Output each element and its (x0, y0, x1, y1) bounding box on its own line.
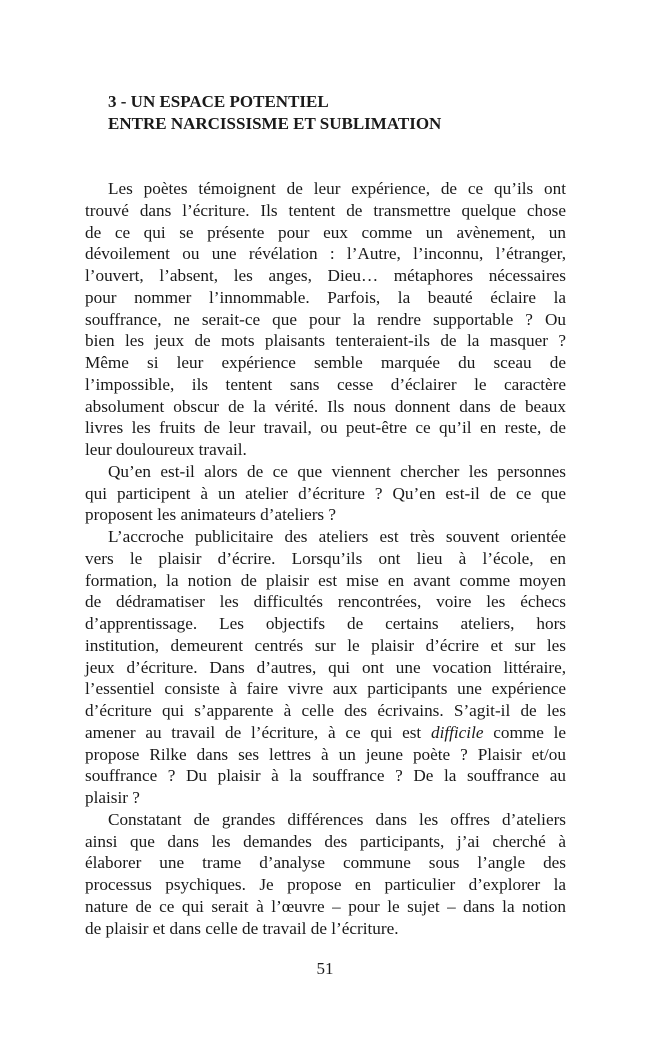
text-line: de plaisir et dans celle de travail de l’écriture. (85, 918, 399, 938)
text-line: l’ouvert, l’absent, les anges, Dieu… métaphores nécessaires (85, 266, 566, 285)
text-line: institution, demeurent centrés sur le plaisir d’écrire et sur les (85, 635, 566, 655)
text-line: absolument obscur de la vérité. Ils nous donnent dans de beaux (85, 396, 566, 416)
text-line: livres les fruits de leur travail, ou peut-être ce qu’il en reste, de (85, 418, 566, 438)
text-line: nature de ce qui serait à l’œuvre – pour le sujet – dans la notion (85, 896, 566, 916)
text-line: de ce qui se présente pour eux comme un avènement, un (85, 222, 566, 242)
paragraph (85, 526, 566, 809)
page-number: 51 (316, 959, 334, 978)
text-line: souffrance ? Du plaisir à la souffrance ? De la souffrance au (85, 766, 566, 786)
text-line: plaisir ? (85, 788, 140, 807)
paragraph (85, 178, 566, 461)
text-line: trouvé dans l’écriture. Ils tentent de transmettre quelque chose (85, 200, 566, 220)
text-line: pour nommer l’innommable. Parfois, la beauté éclaire la (85, 287, 566, 307)
text-line: bien les jeux de mots plaisants tenteraient-ils de la masquer ? (85, 331, 566, 351)
text-line: l’essentiel consiste à faire vivre aux participants une expérience (85, 679, 566, 699)
text-line: vers le plaisir d’écrire. Lorsqu’ils ont lieu à l’école, en (85, 548, 566, 568)
chapter-heading (108, 91, 441, 135)
text-line: jeux d’écriture. Dans d’autres, qui ont une vocation littéraire, (85, 657, 566, 677)
text-line: Constatant de grandes différences dans les offres d’ateliers (108, 809, 566, 829)
text-line: Les poètes témoignent de leur expérience, de ce qu’ils ont (108, 179, 566, 198)
text-line: élaborer une trame d’analyse commune sous l’angle des (85, 853, 566, 873)
text-line: proposent les animateurs d’ateliers ? (85, 505, 337, 525)
chapter-heading-line-2: ENTRE NARCISSISME ET SUBLIMATION (108, 114, 442, 133)
italic-word: difficile (430, 722, 484, 742)
paragraph (85, 809, 566, 940)
text-line: leur douloureux travail. (85, 440, 247, 459)
text-line: souffrance, ne serait-ce que pour la rendre supportable ? Ou (85, 309, 566, 329)
text-line: ainsi que dans les demandes des participants, j’ai cherché à (85, 831, 566, 851)
text-line: propose Rilke dans ses lettres à un jeune poète ? Plaisir et/ou (85, 744, 566, 764)
text-line: L’accroche publicitaire des ateliers est très souvent orientée (108, 527, 566, 546)
text-line: dévoilement ou une révélation : l’Autre, l’inconnu, l’étranger, (85, 244, 566, 264)
text-line: Même si leur expérience semble marquée du sceau de (85, 353, 566, 372)
text-line: de dédramatiser les difficultés rencontrées, voire les échecs (85, 592, 566, 612)
paragraph (85, 461, 566, 526)
text-line: Qu’en est-il alors de ce que viennent chercher les personnes (108, 461, 566, 481)
chapter-heading-line-1: 3 - UN ESPACE POTENTIEL (108, 92, 329, 111)
text-line: amener au travail de l’écriture, à ce qui est difficile comme le (85, 722, 566, 742)
text-line: qui participent à un atelier d’écriture ? Qu’en est-il de ce que (85, 483, 566, 503)
text-line: d’écriture qui s’apparente à celle des écrivains. S’agit-il de les (85, 701, 566, 720)
body-text (85, 178, 566, 939)
text-line: processus psychiques. Je propose en particulier d’explorer la (85, 875, 566, 894)
text-line: d’apprentissage. Les objectifs de certains ateliers, hors (85, 614, 566, 633)
text-line: formation, la notion de plaisir est mise en avant comme moyen (85, 570, 566, 590)
text-line: l’impossible, ils tentent sans cesse d’éclairer le caractère (85, 374, 566, 394)
